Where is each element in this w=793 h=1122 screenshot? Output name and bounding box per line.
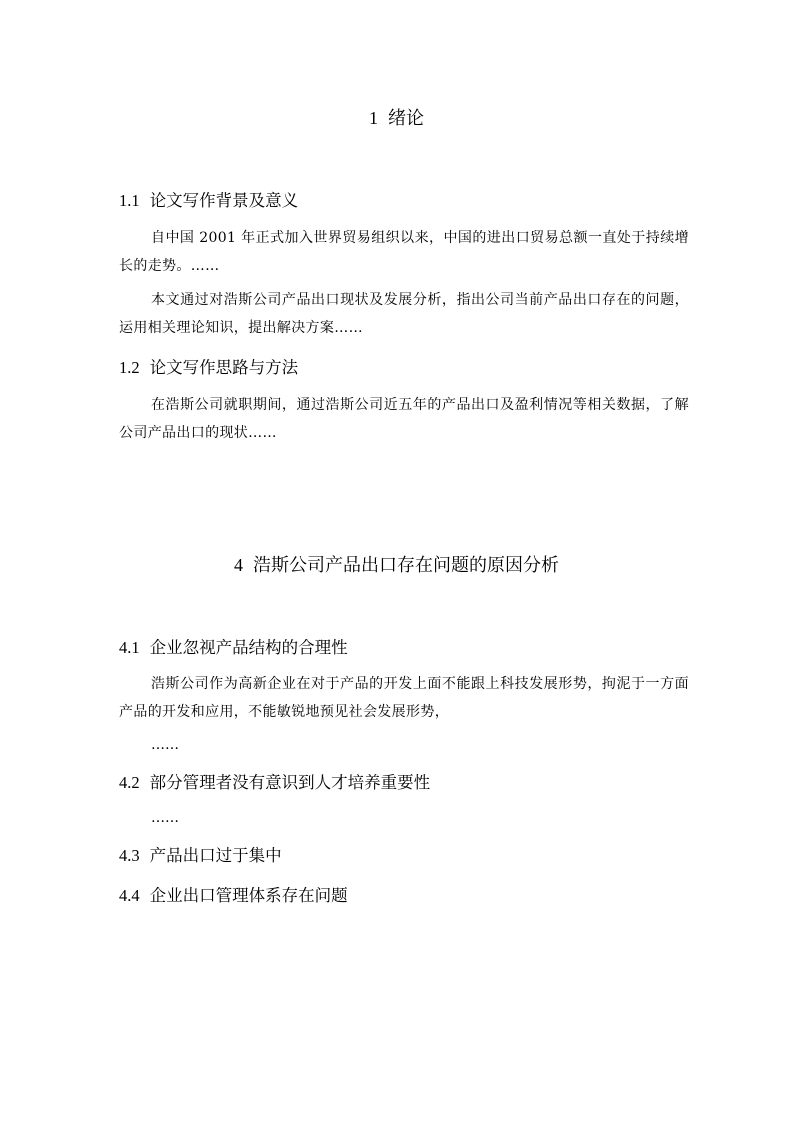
section-4-3-title: 产品出口过于集中 <box>149 846 282 865</box>
section-4-1-ellipsis: …… <box>151 737 179 753</box>
section-4-2-title: 部分管理者没有意识到人才培养重要性 <box>149 773 431 792</box>
chapter-1-title: 绪论 <box>388 108 424 129</box>
chapter-4-title: 浩斯公司产品出口存在问题的原因分析 <box>253 555 559 576</box>
section-4-2-ellipsis: …… <box>151 810 179 826</box>
section-1-2-number: 1.2 <box>119 358 140 377</box>
section-4-4-number: 4.4 <box>119 886 140 905</box>
section-1-1-title: 论文写作背景及意义 <box>149 191 299 210</box>
section-1-1-paragraph-2: 本文通过对浩斯公司产品出口现状及发展分析，指出公司当前产品出口存在的问题，运用相关理论知识，提出解决方案…… <box>119 292 689 336</box>
section-4-1-heading <box>119 637 348 659</box>
section-4-3-number: 4.3 <box>119 846 140 865</box>
section-4-4-heading <box>119 885 348 907</box>
section-4-4-title: 企业出口管理体系存在问题 <box>149 886 348 905</box>
section-4-2-heading <box>119 772 430 794</box>
section-1-2-title: 论文写作思路与方法 <box>149 358 299 377</box>
section-4-2-number: 4.2 <box>119 773 140 792</box>
section-1-1-heading <box>119 190 298 212</box>
chapter-1-heading <box>0 106 793 131</box>
section-4-1-title: 企业忽视产品结构的合理性 <box>149 638 348 657</box>
section-1-1-paragraph-1: 自中国 2001 年正式加入世界贸易组织以来，中国的进出口贸易总额一直处于持续增长的走势。…… <box>119 230 689 274</box>
section-1-2-heading <box>119 357 298 379</box>
chapter-1-number: 1 <box>369 108 378 128</box>
section-4-1-number: 4.1 <box>119 638 140 657</box>
section-4-1-paragraph-1: 浩斯公司作为高新企业在对于产品的开发上面不能跟上科技发展形势，拘泥于一方面产品的开发和应用，不能敏锐地预见社会发展形势， <box>119 676 689 720</box>
section-1-1-number: 1.1 <box>119 191 140 210</box>
section-1-2-paragraph-1: 在浩斯公司就职期间，通过浩斯公司近五年的产品出口及盈利情况等相关数据，了解公司产品出口的现状…… <box>119 397 689 441</box>
chapter-4-number: 4 <box>234 555 243 575</box>
chapter-4-heading <box>0 553 793 578</box>
section-4-3-heading <box>119 845 282 867</box>
